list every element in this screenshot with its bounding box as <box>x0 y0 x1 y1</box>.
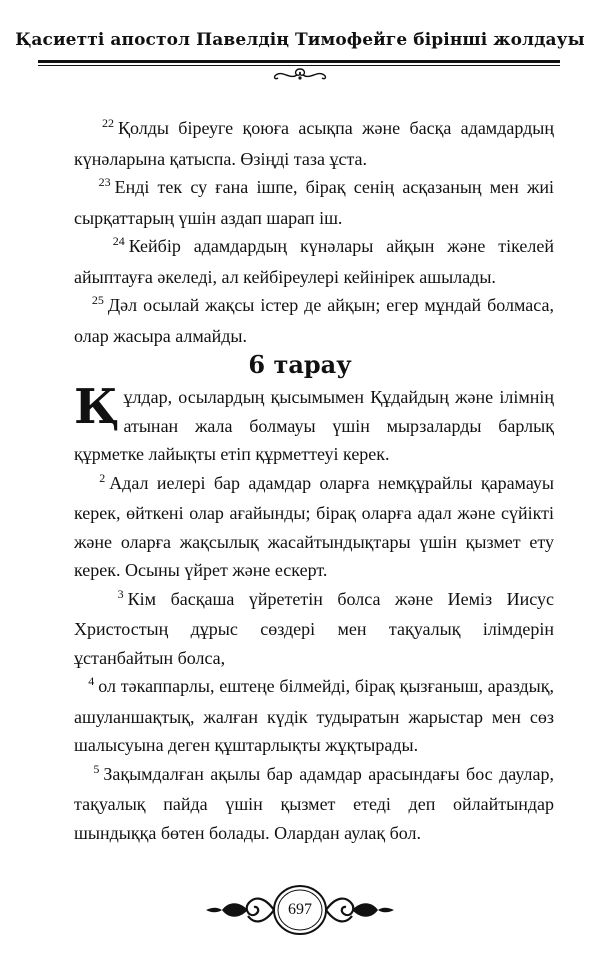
chapter-heading: 6 тарау <box>248 350 352 379</box>
verse-number: 5 <box>93 761 100 776</box>
verse-number: 25 <box>91 293 104 307</box>
verse-22 <box>74 114 554 173</box>
verse-number: 2 <box>99 470 106 485</box>
verse-number: 3 <box>117 586 124 601</box>
verse-number: 24 <box>112 234 125 248</box>
running-header: Қасиетті апостол Павелдің Тимофейге бірінші жолдауы <box>15 30 585 50</box>
verse-24 <box>74 232 554 291</box>
verse-2 <box>74 469 554 585</box>
verse-4 <box>74 672 554 760</box>
verse-number: 4 <box>88 674 95 688</box>
verse-text: ол тәкаппарлы, ештеңе білмейді, бірақ қызғаныш, араздық, ашуланшақтық, жалған күдік тудыратын жарыстар мен сөз шалысуына деген құштарлықты жұқтырады. <box>74 676 555 755</box>
verse-text: Зақымдалған ақылы бар адамдар арасындағы бос даулар, тақуалық пайда үшін қызмет етеді деп ойлайтындар шындыққа бөтен болады. Олардан аулақ бол. <box>74 763 555 843</box>
verse-text: Қолды біреуге қоюға асықпа және басқа адамдардың күнәларына қатыспа. Өзіңді таза ұста. <box>74 118 554 169</box>
verse-1 <box>74 379 554 469</box>
verse-number: 23 <box>98 175 111 189</box>
drop-cap: Қ <box>74 379 120 435</box>
verse-25 <box>74 291 554 350</box>
verse-text: Кім басқаша үйрететін болса және Иеміз Иисус Христостың дұрыс сөздері мен тақуалық ілімдерін ұстанбайтын болса, <box>74 588 555 668</box>
page-number: 697 <box>288 901 312 918</box>
verse-5 <box>74 760 554 848</box>
verse-text: Дәл осылай жақсы істер де айқын; егер мұндай болмаса, олар жасыра алмайды. <box>74 295 554 346</box>
verse-23 <box>74 173 554 232</box>
verses-bottom <box>74 379 555 847</box>
verse-text: ұлдар, осылардың қысымымен Құдайдың және ілімнің атынан жала болмауы үшін мырзаларды барлық құрметке лайықты етіп құрметтеуі керек. <box>74 387 554 464</box>
verse-number: 22 <box>101 116 114 130</box>
verse-3 <box>74 585 554 673</box>
header-ornament-icon <box>268 66 332 84</box>
verse-text: Адал иелері бар адамдар оларға немқұрайлы қарамауы керек, өйткені олар ағайынды; бірақ оларға адал және сүйікті және оларға жақсылық жасайтындықтары үшін қызмет ету керек. Осыны үйрет және ескерт. <box>74 472 554 580</box>
verse-text: Енді тек су ғана ішпе, бірақ сенің асқазаның мен жиі сырқаттарың үшін аздап шарап іш. <box>74 177 555 228</box>
verse-text: Кейбір адамдардың күнәлары айқын және тікелей айыптауға әкеледі, ал кейбіреулері кейінірек ашылады. <box>74 236 554 287</box>
verses-top <box>74 114 554 350</box>
